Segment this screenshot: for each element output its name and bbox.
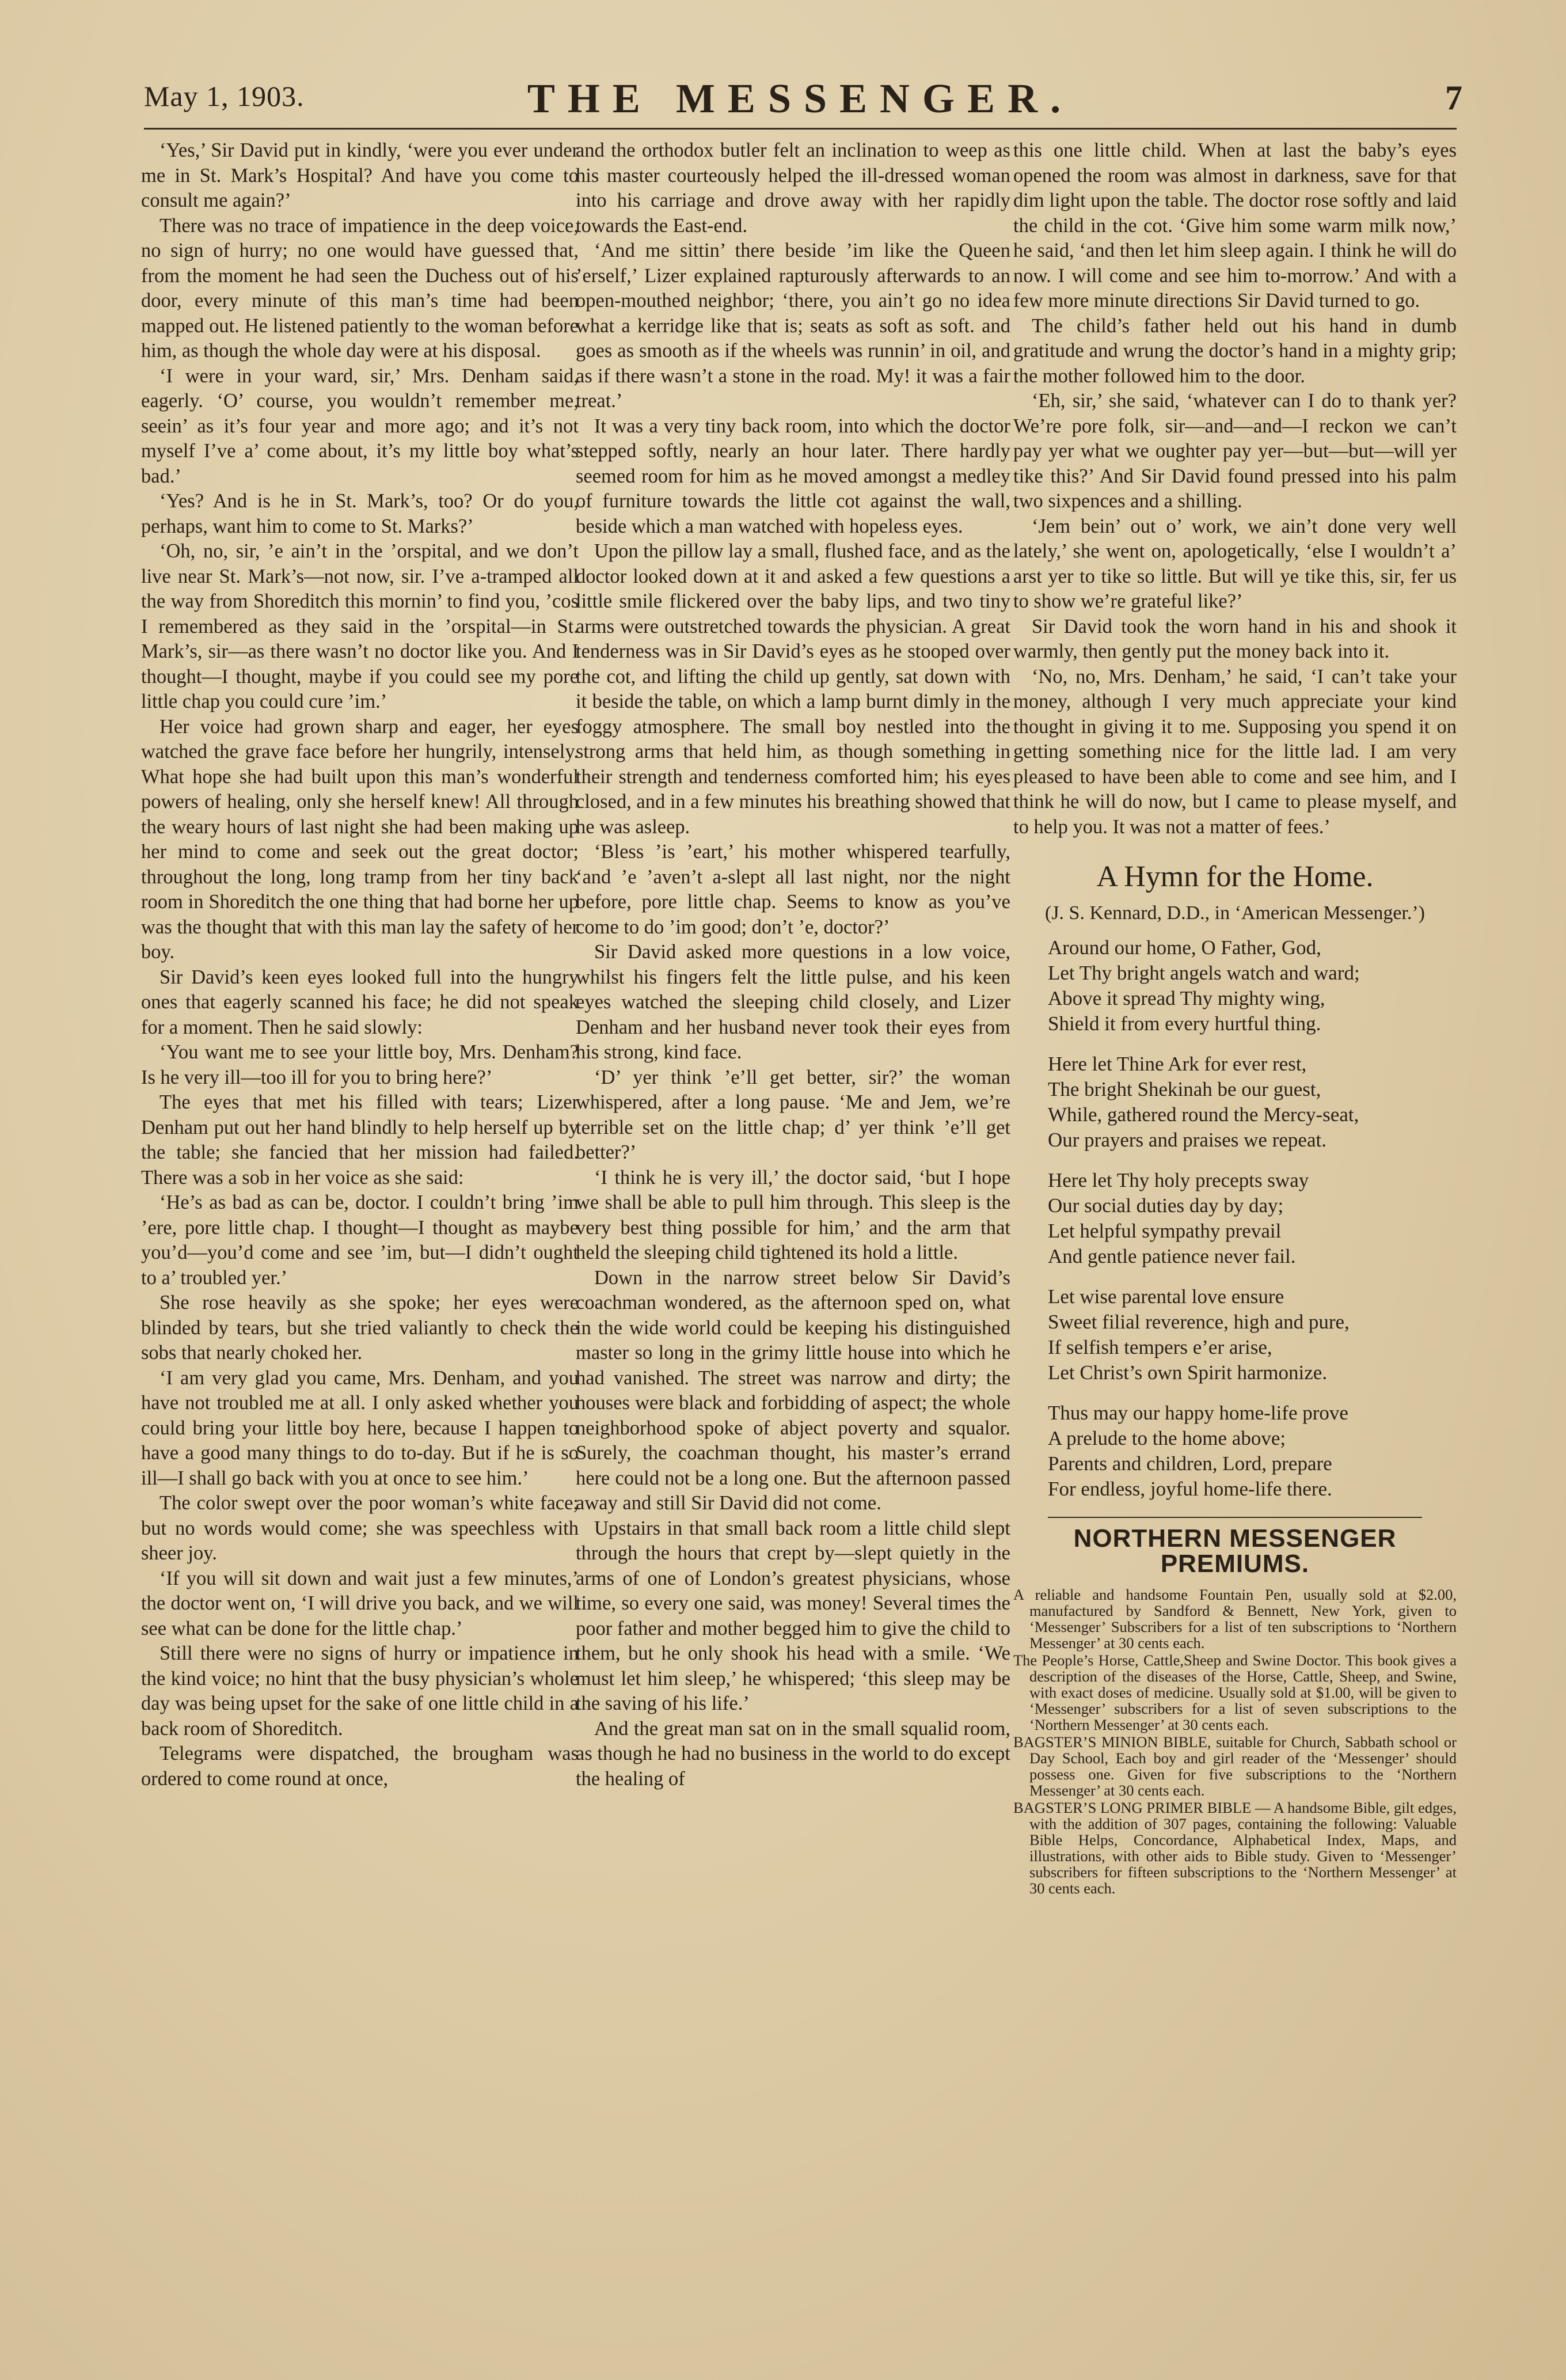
paragraph: ‘He’s as bad as can be, doctor. I couldn’t bring ’im ’ere, pore little chap. I thought—I thought as maybe you’d—you’d come and see ’im, but—I didn’t ought to a’ troubled yer.’ (141, 1191, 579, 1289)
paragraph: ‘Eh, sir,’ she said, ‘whatever can I do to thank yer? We’re pore folk, sir—and—and—I reckon we can’t pay yer what we oughter pay yer—but—but—will yer tike this?’ And Sir David found pressed into his palm two sixpences and a shilling. (1013, 390, 1457, 512)
paragraph: ‘Jem bein’ out o’ work, we ain’t done very well lately,’ she went on, apologetically, ‘else I wouldn’t a’ arst yer to tike so little. But will ye tike this, sir, fer us to show we’re grateful like?’ (1013, 515, 1457, 612)
paragraph: ‘I think he is very ill,’ the doctor said, ‘but I hope we shall be able to pull him through. This sleep is the very best thing possible for him,’ and the arm that held the sleeping child tightened its hold a little. (576, 1166, 1010, 1263)
hymn-line: Our prayers and praises we repeat. (1048, 1129, 1326, 1151)
premium-item: The People’s Horse, Cattle,Sheep and Swine Doctor. This book gives a description of the diseases of the Horse, Cattle, Sheep, and Swine, with exact doses of medicine. Usually sold at $1.00, will be given to ‘Messenger’ subscribers for a list of seven subscriptions to the ‘Northern Messenger’ at 30 cents each. (1013, 1652, 1457, 1733)
paragraph: ‘Bless ’is ’eart,’ his mother whispered tearfully, ‘and ’e ’aven’t a-slept all last night, nor the night before, pore little chap. Seems to know as you’ve come to do ’im good; don’t ’e, doctor?’ (576, 841, 1010, 938)
hymn-stanza (1048, 1168, 1457, 1269)
hymn-line: Here let Thy holy precepts sway (1048, 1169, 1309, 1191)
paragraph: The color swept over the poor woman’s white face; but no words would come; she was speechless with sheer joy. (141, 1492, 579, 1564)
paragraph: this one little child. When at last the baby’s eyes opened the room was almost in darkness, save for that dim light upon the table. The doctor rose softly and laid the child in the cot. ‘Give him some warm milk now,’ he said, ‘and then let him sleep again. I think he will do now. I will come and see him to-morrow.’ And with a few more minute directions Sir David turned to go. (1013, 139, 1457, 312)
paragraph: ‘And me sittin’ there beside ’im like the Queen ’erself,’ Lizer explained rapturously afterwards to an open-mouthed neighbor; ‘there, you ain’t go no idea what a kerridge like that is; seats as soft as soft. and goes as smooth as if the wheels was runnin’ in oil, and as if there wasn’t a stone in the road. My! it was a fair treat.’ (576, 240, 1010, 412)
paragraph: Upon the pillow lay a small, flushed face, and as the doctor looked down at it and asked a few questions a little smile flickered over the baby lips, and two tiny arms were outstretched towards the physician. A great tenderness was in Sir David’s eyes as he stooped over the cot, and lifting the child up gently, sat down with it beside the table, on which a lamp burnt dimly in the foggy atmosphere. The small boy nestled into the strong arms that held him, as though something in their strength and tenderness comforted him; his eyes closed, and in a few minutes his breathing showed that he was asleep. (576, 540, 1010, 838)
hymn-line: Parents and children, Lord, prepare (1048, 1452, 1332, 1475)
hymn-stanza (1048, 1284, 1457, 1386)
paragraph: ‘D’ yer think ’e’ll get better, sir?’ the woman whispered, after a long pause. ‘Me and Jem, we’re terrible set on the little chap; d’ yer think ’e’ll get better?’ (576, 1066, 1010, 1163)
paragraph: There was no trace of impatience in the deep voice, no sign of hurry; no one would have guessed that, from the moment he had seen the Duchess out of his door, every minute of this man’s time had been mapped out. He listened patiently to the woman before him, as though the whole day were at his disposal. (141, 214, 579, 362)
hymn-line: Shield it from every hurtful thing. (1048, 1012, 1321, 1035)
paragraph: ‘I am very glad you came, Mrs. Denham, and you have not troubled me at all. I only asked whether you could bring your little boy here, because I happen to have a good many things to do to-day. But if he is so ill—I shall go back with you at once to see him.’ (141, 1366, 579, 1489)
premium-item: A reliable and handsome Fountain Pen, usually sold at $2.00, manufactured by Sandford & Bennett, New York, given to ‘Messenger’ Subscribers for a list of ten subscriptions to ‘Northern Messenger’ at 30 cents each. (1013, 1586, 1457, 1652)
hymn-line: And gentle patience never fail. (1048, 1245, 1296, 1267)
hymn-line: Here let Thine Ark for ever rest, (1048, 1053, 1307, 1075)
hymn-line: Sweet filial reverence, high and pure, (1048, 1311, 1350, 1333)
hymn-line: Above it spread Thy mighty wing, (1048, 987, 1325, 1009)
paragraph: Down in the narrow street below Sir David’s coachman wondered, as the afternoon sped on, what in the wide world could be keeping his distinguished master so long in the grimy little house into which he had vanished. The street was narrow and dirty; the houses were black and forbidding of aspect; the whole neighborhood spoke of abject poverty and squalor. Surely, the coachman thought, his master’s errand here could not be a long one. But the afternoon passed away and still Sir David did not come. (576, 1266, 1010, 1514)
newspaper-title: THE MESSENGER. (527, 75, 1074, 122)
paragraph: and the orthodox butler felt an inclination to weep as his master courteously helped the ill-dressed woman into his carriage and drove away with her rapidly towards the East-end. (576, 139, 1010, 237)
hymn-stanza (1048, 1400, 1457, 1502)
paragraph: Upstairs in that small back room a little child slept through the hours that crept by—slept quietly in the arms of one of London’s greatest physicians, whose time, so every one said, was money! Several times the poor father and mother begged him to give the child to them, but he only shook his head with a smile. ‘We must let him sleep,’ he whispered; ‘this sleep may be the saving of his life.’ (576, 1517, 1010, 1714)
paragraph: ‘Oh, no, sir, ’e ain’t in the ’orspital, and we don’t live near St. Mark’s—not now, sir. I’ve a-tramped all the way from Shoreditch this mornin’ to find you, ’cos I remembered as they said in the ’orspital—in St. Mark’s, sir—as there wasn’t no doctor like you. And I thought—I thought, maybe if you could see my pore little chap you could cure ’im.’ (141, 540, 579, 712)
paragraph: And the great man sat on in the small squalid room, as though he had no business in the world to do except the healing of (576, 1717, 1010, 1790)
hymn-line: Our social duties day by day; (1048, 1194, 1284, 1217)
paragraph: She rose heavily as she spoke; her eyes were blinded by tears, but she tried valiantly to check the sobs that nearly choked her. (141, 1292, 579, 1364)
paragraph: ‘Yes? And is he in St. Mark’s, too? Or do you, perhaps, want him to come to St. Marks?’ (141, 490, 579, 537)
hymn-line: A prelude to the home above; (1048, 1427, 1286, 1449)
column-3 (1013, 138, 1457, 1897)
hymn-title: A Hymn for the Home. (1096, 860, 1374, 893)
paragraph: ‘If you will sit down and wait just a few minutes,’ the doctor went on, ‘I will drive you back, and we will see what can be done for the little chap.’ (141, 1567, 579, 1639)
premium-item: BAGSTER’S MINION BIBLE, suitable for Church, Sabbath school or Day School, Each boy and girl reader of the ‘Messenger’ should possess one. Given for five subscriptions to the ‘Northern Messenger’ at 30 cents each. (1013, 1733, 1457, 1799)
paragraph: The eyes that met his filled with tears; Lizer Denham put out her hand blindly to help herself up by the table; she fancied that her mission had failed. There was a sob in her voice as she said: (141, 1091, 579, 1189)
paragraph: ‘No, no, Mrs. Denham,’ he said, ‘I can’t take your money, although I very much appreciate your kind thought in giving it to me. Supposing you spend it on getting something nice for the little lad. I am very pleased to have been able to come and see him, and I think he will do now, but I came to please myself, and to help you. It was not a matter of fees.’ (1013, 665, 1457, 838)
paragraph: Sir David took the worn hand in his and shook it warmly, then gently put the money back into it. (1013, 615, 1457, 662)
paragraph: ‘I were in your ward, sir,’ Mrs. Denham said, eagerly. ‘O’ course, you wouldn’t remember me, seein’ as it’s four year and more ago; and it’s not myself I’ve a’ come about, it’s my little boy what’s bad.’ (141, 365, 579, 487)
hymn-line: Let Christ’s own Spirit harmonize. (1048, 1361, 1328, 1384)
hymn-line: Let wise parental love ensure (1048, 1285, 1284, 1308)
paragraph: The child’s father held out his hand in dumb gratitude and wrung the doctor’s hand in a mighty grip; the mother followed him to the door. (1013, 314, 1457, 387)
paragraph: Telegrams were dispatched, the brougham was ordered to come round at once, (141, 1743, 579, 1790)
hymn-credit: (J. S. Kennard, D.D., in ‘American Messenger.’) (1045, 902, 1425, 924)
paragraph: Sir David’s keen eyes looked full into the hungry ones that eagerly scanned his face; he did not speak for a moment. Then he said slowly: (141, 966, 579, 1038)
hymn-stanza (1048, 1052, 1457, 1153)
paragraph: ‘You want me to see your little boy, Mrs. Denham? Is he very ill—too ill for you to bring here?’ (141, 1041, 579, 1088)
paragraph: It was a very tiny back room, into which the doctor stepped softly, nearly an hour later. There hardly seemed room for him as he moved amongst a medley of furniture towards the little cot against the wall, beside which a man watched with hopeless eyes. (576, 415, 1010, 537)
hymn-line: For endless, joyful home-life there. (1048, 1478, 1332, 1500)
hymn-line: The bright Shekinah be our guest, (1048, 1078, 1321, 1100)
premium-item: BAGSTER’S LONG PRIMER BIBLE — A handsome Bible, gilt edges, with the addition of 307 pages, containing the following: Valuable Bible Helps, Concordance, Alphabetical Index, Maps, and illustrations, with other aids to Bible study. Given to ‘Messenger’ subscribers for fifteen subscriptions to the ‘Northern Messenger’ at 30 cents each. (1013, 1799, 1457, 1897)
paragraph: Sir David asked more questions in a low voice, whilst his fingers felt the little pulse, and his keen eyes watched the sleeping child closely, and Lizer Denham and her husband never took their eyes from his strong, kind face. (576, 941, 1010, 1063)
paragraph: ‘Yes,’ Sir David put in kindly, ‘were you ever under me in St. Mark’s Hospital? And have you come to consult me again?’ (141, 139, 579, 211)
column-1 (141, 138, 579, 1791)
paragraph: Still there were no signs of hurry or impatience in the kind voice; no hint that the busy physician’s whole day was being upset for the sake of one little child in a back room of Shoreditch. (141, 1642, 579, 1740)
hymn-stanza (1048, 935, 1457, 1037)
hymn-line: If selfish tempers e’er arise, (1048, 1336, 1272, 1358)
premiums-title: NORTHERN MESSENGER PREMIUMS. (1073, 1524, 1397, 1578)
section-divider (1048, 1517, 1422, 1518)
column-2 (576, 138, 1010, 1791)
hymn-line: Around our home, O Father, God, (1048, 936, 1321, 959)
hymn-line: Let helpful sympathy prevail (1048, 1220, 1282, 1242)
issue-date: May 1, 1903. (144, 80, 305, 112)
page-number: 7 (1445, 79, 1462, 117)
masthead-rule (144, 128, 1457, 130)
hymn-line: Thus may our happy home-life prove (1048, 1402, 1348, 1424)
paragraph: Her voice had grown sharp and eager, her eyes watched the grave face before her hungrily, intensely. What hope she had built upon this man’s wonderful powers of healing, only she herself knew! All through the weary hours of last night she had been making up her mind to come and seek out the great doctor; throughout the long, long tramp from her tiny back room in Shoreditch the one thing that had borne her up was the thought that with this man lay the safety of her boy. (141, 715, 579, 963)
masthead (144, 75, 1462, 127)
hymn-line: Let Thy bright angels watch and ward; (1048, 962, 1360, 984)
hymn-line: While, gathered round the Mercy-seat, (1048, 1103, 1359, 1126)
